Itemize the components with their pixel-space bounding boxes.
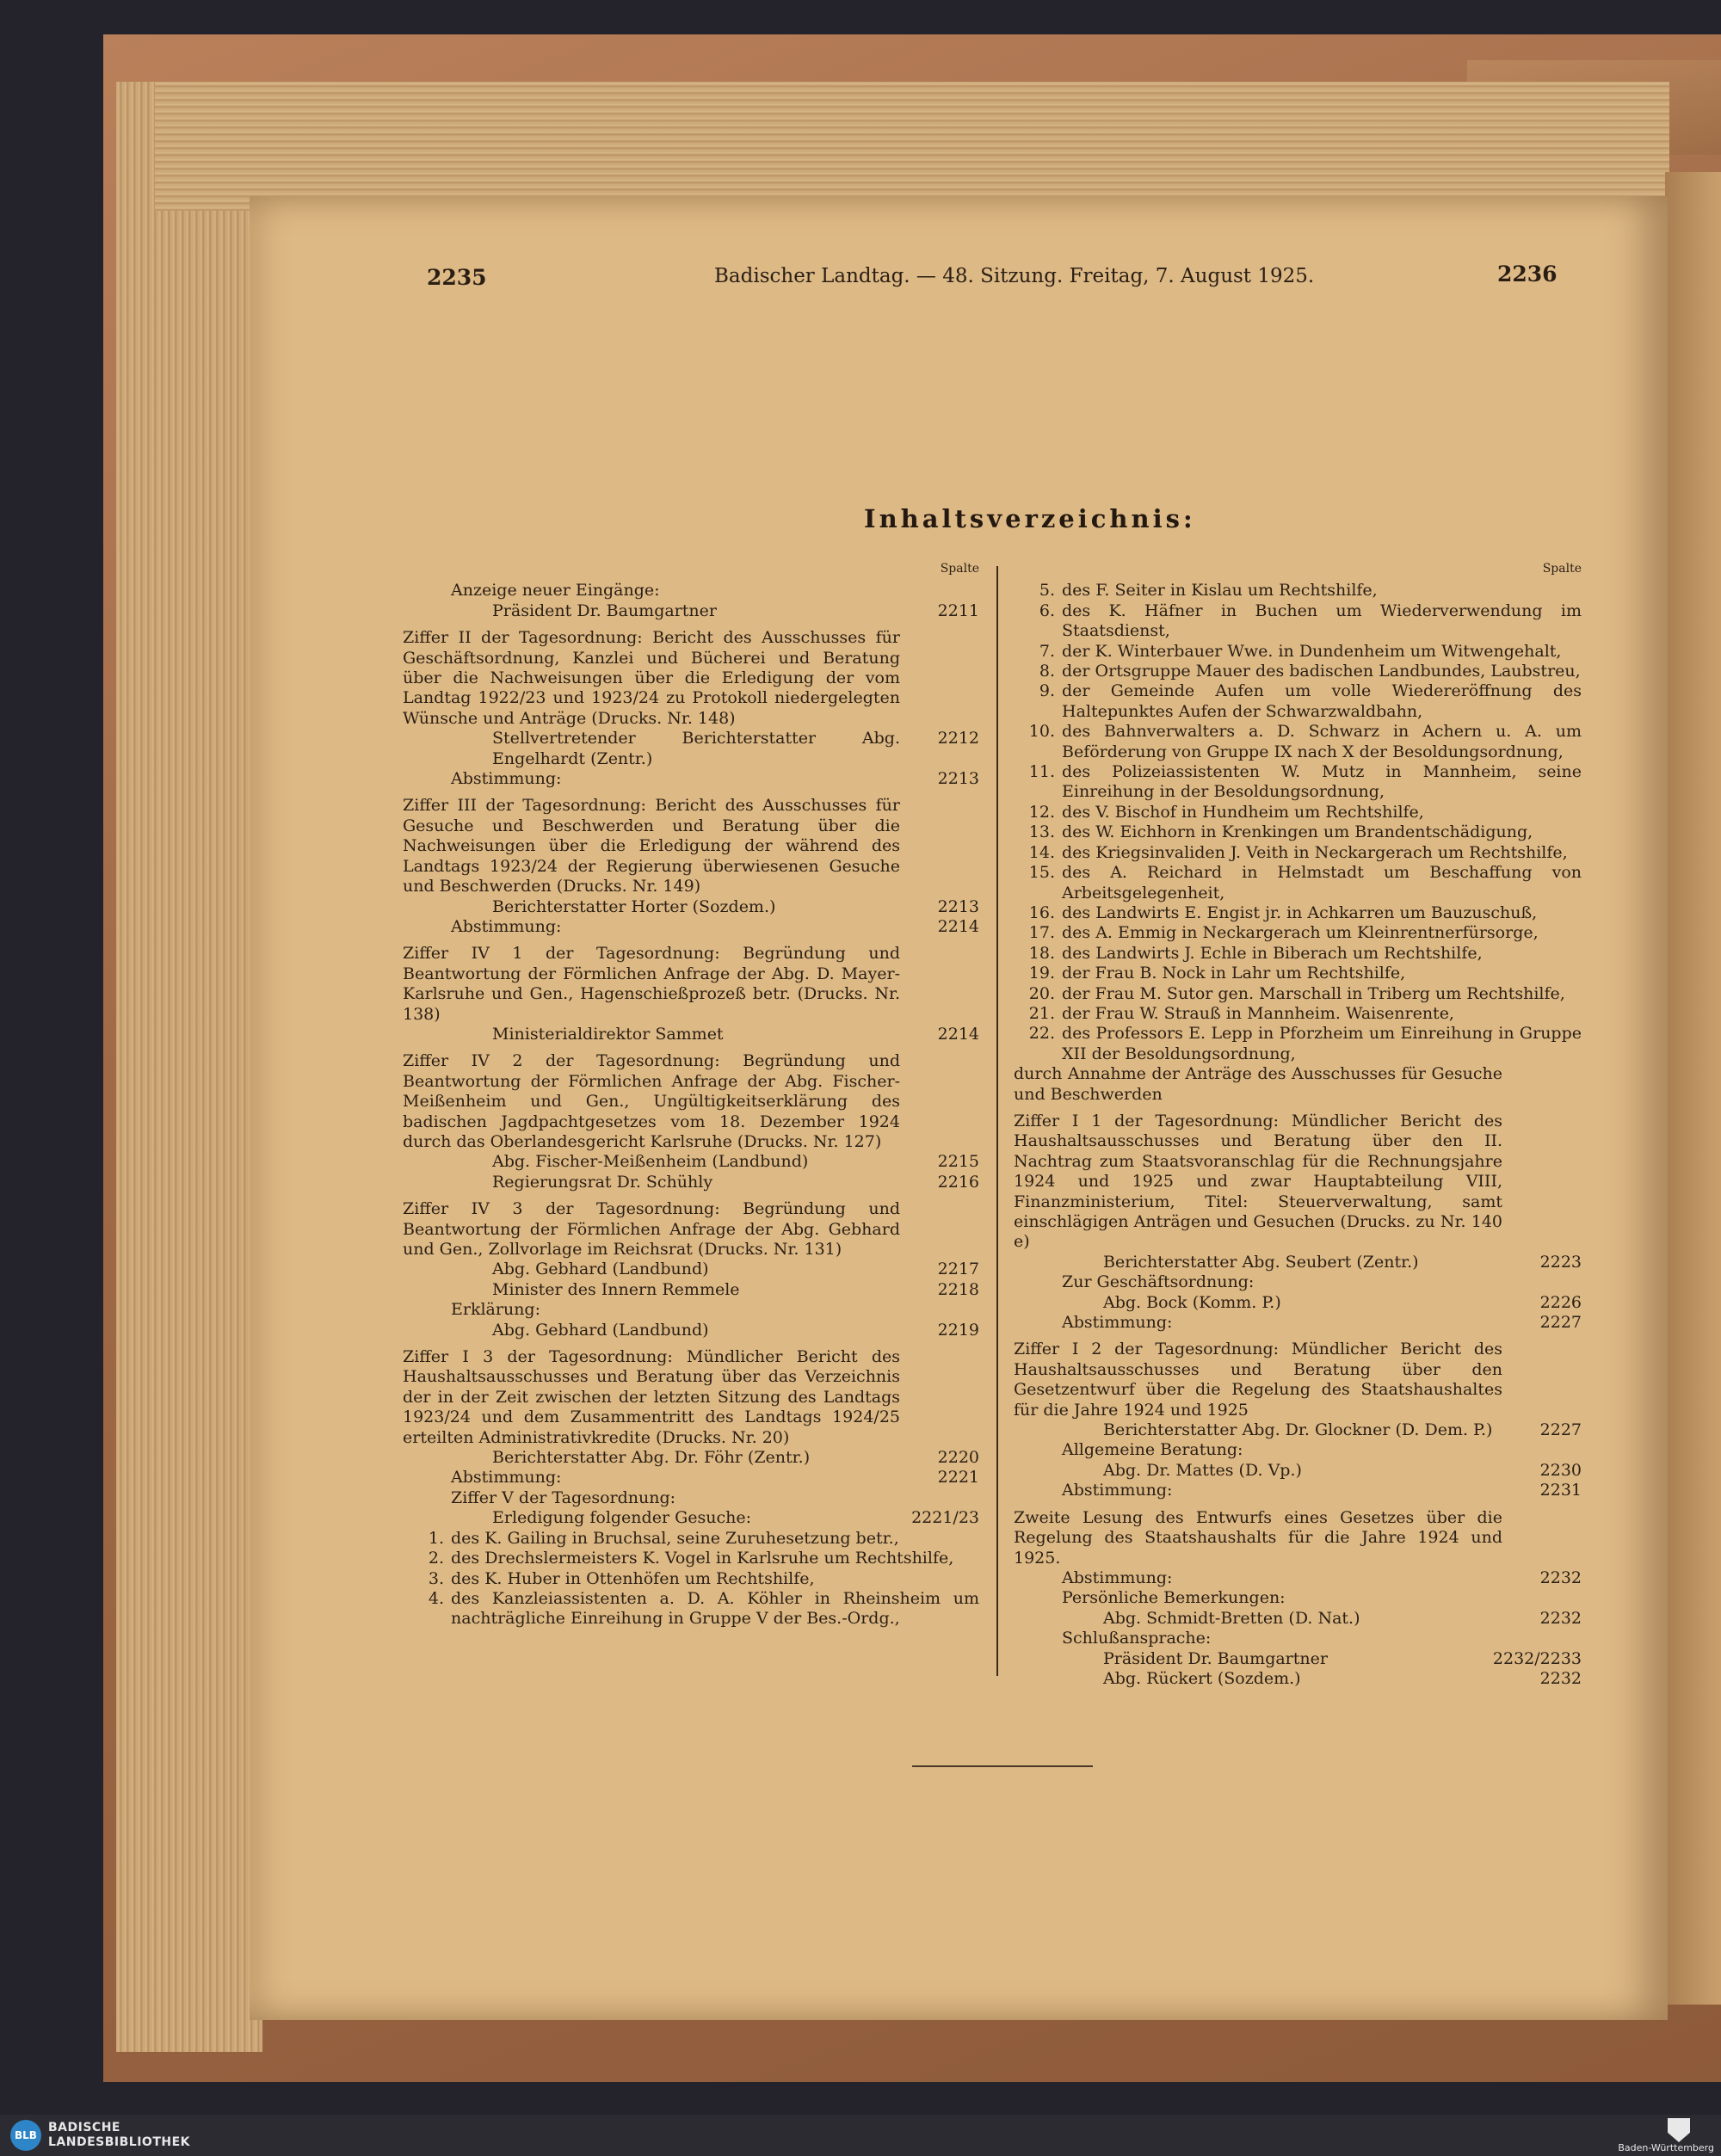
toc-entry <box>1014 1253 1582 1272</box>
toc-entry-text: Abg. Fischer-Meißenheim (Landbund) <box>492 1152 809 1172</box>
petition-item <box>1014 903 1582 923</box>
blb-logo-icon[interactable]: BLB <box>10 2120 41 2151</box>
page-edges-left <box>116 82 262 2052</box>
petition-item <box>1014 601 1582 642</box>
toc-entry-text: Ziffer IV 2 der Tagesordnung: Begründung und Beantwortung der Förmlichen Anfrage der Abg. Fischer-Meißenheim und Gen., Ungültigkeitserklärung des badischen Jagdpachtgesetzes vom 18. Dezember 1924 durch das Oberlandesgericht Karlsruhe (Drucks. Nr. 127) <box>403 1051 900 1151</box>
toc-left-column <box>403 559 979 1629</box>
toc-entry-column-number: 2232 <box>1539 1568 1582 1587</box>
toc-entry-column-number: 2214 <box>937 916 979 936</box>
toc-entry-column-number: 2211 <box>937 601 979 620</box>
toc-entry <box>1014 1420 1582 1440</box>
toc-entry <box>403 1051 979 1152</box>
petition-text: des Bahnverwalters a. D. Schwarz in Achern u. A. um Beförderung von Gruppe IX nach X der Besoldungsordnung, <box>1062 722 1582 761</box>
toc-entry <box>403 1468 979 1488</box>
petition-number: 9. <box>1039 681 1055 701</box>
petition-item <box>403 1569 979 1589</box>
toc-entry-text: Persönliche Bemerkungen: <box>1062 1588 1286 1608</box>
toc-entry <box>1014 1293 1582 1313</box>
toc-entry-text: Berichterstatter Abg. Seubert (Zentr.) <box>1103 1252 1419 1272</box>
toc-entry-column-number: 2232/2233 <box>1492 1648 1582 1668</box>
toc-entry-column-number: 2212 <box>937 729 979 748</box>
page-number-right: 2236 <box>1497 262 1558 286</box>
toc-entry-text: Minister des Innern Remmele <box>492 1279 740 1299</box>
toc-entry-column-number: 2231 <box>1539 1481 1582 1500</box>
left-entries <box>403 581 979 1528</box>
toc-entry-text: Abg. Gebhard (Landbund) <box>492 1320 709 1340</box>
toc-entry <box>1014 1649 1582 1669</box>
entry-gap <box>403 1340 979 1347</box>
petition-text: des K. Gailing in Bruchsal, seine Zuruhesetzung betr., <box>451 1528 899 1548</box>
entry-gap <box>403 621 979 628</box>
next-page-edge <box>1665 172 1721 2005</box>
toc-entry <box>1014 1340 1582 1420</box>
toc-entry <box>403 1280 979 1300</box>
toc-entry-text: Berichterstatter Abg. Dr. Föhr (Zentr.) <box>492 1448 811 1468</box>
right-entries <box>1014 1064 1582 1689</box>
page-number-left: 2235 <box>427 265 487 290</box>
toc-entry <box>403 944 979 1025</box>
toc-entry-text: durch Annahme der Anträge des Ausschusses für Gesuche und Beschwerden <box>1014 1064 1502 1104</box>
petition-number: 14. <box>1028 842 1055 862</box>
toc-entry <box>1014 1629 1582 1648</box>
column-divider <box>996 566 998 1676</box>
petition-item <box>1014 581 1582 601</box>
toc-entry-text: Ziffer I 3 der Tagesordnung: Mündlicher Bericht des Haushaltsausschusses und Beratung über das Verzeichnis der in der Zeit zwischen der letzten Sitzung des Landtags 1923/24 und dem Zusammentritt des Landtags 1924/25 erteilten Administrativkredite (Drucks. Nr. 20) <box>403 1347 900 1447</box>
petition-text: des W. Eichhorn in Krenkingen um Brandentschädigung, <box>1062 822 1533 842</box>
petition-item <box>1014 822 1582 842</box>
toc-entry-text: Abstimmung: <box>451 769 562 789</box>
toc-entry-text: Abg. Dr. Mattes (D. Vp.) <box>1103 1460 1302 1480</box>
toc-entry-column-number: 2227 <box>1539 1313 1582 1333</box>
toc-entry-column-number: 2213 <box>937 769 979 789</box>
toc-entry-text: Abstimmung: <box>1062 1313 1173 1333</box>
toc-entry-text: Berichterstatter Abg. Dr. Glockner (D. Dem. P.) <box>1103 1420 1493 1440</box>
petition-number: 13. <box>1028 822 1055 842</box>
toc-entry-column-number: 2216 <box>937 1172 979 1192</box>
toc-entry-text: Stellvertretender Berichterstatter Abg. Engelhardt (Zentr.) <box>492 729 900 768</box>
toc-entry <box>403 1488 979 1508</box>
toc-entry <box>1014 1272 1582 1292</box>
petition-text: des A. Emmig in Neckargerach um Kleinrentnerfürsorge, <box>1062 923 1539 943</box>
toc-entry <box>403 601 979 621</box>
petition-item <box>1014 1024 1582 1064</box>
petition-number: 2. <box>428 1549 444 1568</box>
petition-number: 10. <box>1028 722 1055 742</box>
petition-item <box>403 1529 979 1549</box>
toc-entry-text: Anzeige neuer Eingänge: <box>451 581 660 601</box>
petition-number: 6. <box>1039 601 1055 620</box>
petition-text: des Kanzleiassistenten a. D. A. Köhler in Rheinsheim um nachträgliche Einreihung in Gruppe V der Bes.-Ordg., <box>451 1588 979 1629</box>
petition-item <box>1014 762 1582 803</box>
entry-gap <box>403 1192 979 1199</box>
toc-entry <box>403 1152 979 1172</box>
toc-entry-text: Ziffer III der Tagesordnung: Bericht des Ausschusses für Gesuche und Beschwerden und Beratung über die Nachweisungen über die Erledigung der während des Landtags 1923/24 der Regierung überwiesenen Gesuche und Beschwerden (Drucks. Nr. 149) <box>403 796 900 896</box>
toc-entry <box>403 729 979 769</box>
toc-entry-text: Abstimmung: <box>451 1468 562 1488</box>
petition-text: der Gemeinde Aufen um volle Wiedereröffnung des Haltepunktes Aufen der Schwarzwaldbahn, <box>1062 681 1582 721</box>
petition-text: des Kriegsinvaliden J. Veith in Neckargerach um Rechtshilfe, <box>1062 842 1568 862</box>
toc-entry-text: Allgemeine Beratung: <box>1062 1440 1243 1460</box>
running-title: Badischer Landtag. — 48. Sitzung. Freitag, 7. August 1925. <box>714 265 1315 287</box>
toc-entry-column-number: 2226 <box>1539 1292 1582 1312</box>
petition-text: des K. Huber in Ottenhöfen um Rechtshilfe, <box>451 1568 815 1588</box>
petition-number: 4. <box>428 1588 444 1608</box>
toc-entry <box>1014 1568 1582 1588</box>
petition-text: des Drechslermeisters K. Vogel in Karlsruhe um Rechtshilfe, <box>451 1549 954 1568</box>
toc-entry <box>403 1508 979 1528</box>
toc-entry-column-number: 2217 <box>937 1260 979 1279</box>
toc-entry <box>1014 1669 1582 1689</box>
entry-gap <box>403 789 979 796</box>
toc-entry-text: Ziffer IV 1 der Tagesordnung: Begründung und Beantwortung der Förmlichen Anfrage der Abg. D. Mayer-Karlsruhe und Gen., Hagenschießprozeß betr. (Drucks. Nr. 138) <box>403 944 900 1024</box>
petition-number: 18. <box>1028 943 1055 963</box>
petition-number: 12. <box>1028 802 1055 822</box>
library-name-line1: BADISCHE <box>48 2121 120 2134</box>
toc-entry-text: Präsident Dr. Baumgartner <box>1103 1648 1328 1668</box>
petition-text: der Frau B. Nock in Lahr um Rechtshilfe, <box>1062 964 1406 983</box>
end-rule <box>912 1765 1093 1767</box>
petition-item <box>1014 944 1582 964</box>
toc-entry <box>1014 1609 1582 1629</box>
toc-entry-text: Ziffer IV 3 der Tagesordnung: Begründung und Beantwortung der Förmlichen Anfrage der Abg. Gebhard und Gen., Zollvorlage im Reichsrat (Drucks. Nr. 131) <box>403 1199 900 1259</box>
petition-text: des Polizeiassistenten W. Mutz in Mannheim, seine Einreihung in der Besoldungsordnung, <box>1062 762 1582 802</box>
toc-entry-text: Abstimmung: <box>1062 1568 1173 1587</box>
toc-entry <box>403 1300 979 1320</box>
library-footer <box>0 2115 1721 2156</box>
petition-number: 22. <box>1028 1024 1055 1044</box>
toc-entry-text: Ziffer V der Tagesordnung: <box>451 1488 676 1507</box>
toc-entry <box>403 1448 979 1468</box>
toc-entry-column-number: 2220 <box>937 1448 979 1468</box>
bw-crest-icon <box>1668 2118 1690 2142</box>
toc-entry <box>1014 1461 1582 1481</box>
petition-text: der K. Winterbauer Wwe. in Dundenheim um Witwengehalt, <box>1062 641 1562 661</box>
petition-number: 11. <box>1028 762 1055 782</box>
toc-entry <box>403 769 979 789</box>
toc-entry <box>403 897 979 917</box>
toc-entry <box>403 1199 979 1260</box>
entry-gap <box>403 1044 979 1051</box>
toc-entry <box>403 1025 979 1044</box>
petition-text: des Landwirts J. Echle in Biberach um Rechtshilfe, <box>1062 943 1483 963</box>
toc-entry-text: Ministerialdirektor Sammet <box>492 1024 724 1044</box>
petition-item <box>1014 843 1582 863</box>
spalte-label-right: Spalte <box>1542 562 1582 576</box>
petition-item <box>1014 803 1582 822</box>
petition-item <box>1014 984 1582 1004</box>
toc-entry <box>403 581 979 601</box>
toc-entry-text: Zur Geschäftsordnung: <box>1062 1272 1255 1292</box>
petition-number: 21. <box>1028 1003 1055 1023</box>
toc-entry-text: Ziffer II der Tagesordnung: Bericht des Ausschusses für Geschäftsordnung, Kanzlei und Bücherei und Beratung über die Nachweisungen über die Erledigung der vom Landtag 1922/23 und 1923/24 zu Protokoll niedergelegten Wünsche und Anträge (Drucks. Nr. 148) <box>403 628 900 728</box>
toc-entry-column-number: 2218 <box>937 1279 979 1299</box>
region-name: Baden-Württemberg <box>1618 2142 1714 2153</box>
toc-entry-text: Zweite Lesung des Entwurfs eines Gesetzes über die Regelung des Staatshaushalts für die Jahre 1924 und 1925. <box>1014 1507 1502 1568</box>
library-name-line2: LANDESBIBLIOTHEK <box>48 2135 191 2149</box>
toc-entry-column-number: 2232 <box>1539 1608 1582 1628</box>
petition-text: des A. Reichard in Helmstadt um Beschaffung von Arbeitsgelegenheit, <box>1062 863 1582 902</box>
toc-entry <box>403 1260 979 1279</box>
petition-number: 15. <box>1028 863 1055 883</box>
petition-item <box>1014 923 1582 943</box>
petition-number: 16. <box>1028 902 1055 922</box>
entry-gap <box>403 937 979 944</box>
spalte-label-left: Spalte <box>940 562 979 576</box>
petition-number: 8. <box>1039 662 1055 681</box>
toc-entry-text: Schlußansprache: <box>1062 1629 1212 1648</box>
petition-number: 19. <box>1028 964 1055 983</box>
petition-item <box>1014 964 1582 983</box>
petition-text: des V. Bischof in Hundheim um Rechtshilfe, <box>1062 802 1424 822</box>
petition-text: des F. Seiter in Kislau um Rechtshilfe, <box>1062 581 1378 601</box>
toc-entry-text: Erledigung folgender Gesuche: <box>492 1508 752 1528</box>
petition-item <box>403 1549 979 1568</box>
toc-entry <box>403 796 979 896</box>
toc-entry-column-number: 2219 <box>937 1320 979 1340</box>
petition-item <box>1014 1004 1582 1024</box>
toc-entry-text: Präsident Dr. Baumgartner <box>492 601 717 620</box>
toc-entry-column-number: 2232 <box>1539 1668 1582 1688</box>
toc-entry-column-number: 2230 <box>1539 1460 1582 1480</box>
toc-entry-text: Berichterstatter Horter (Sozdem.) <box>492 896 776 916</box>
toc-entry <box>403 1173 979 1192</box>
toc-entry <box>403 628 979 729</box>
toc-entry <box>1014 1440 1582 1460</box>
toc-entry-column-number: 2215 <box>937 1152 979 1172</box>
page-edges-top <box>155 82 1669 211</box>
petition-item <box>1014 662 1582 681</box>
petition-number: 7. <box>1039 641 1055 661</box>
petition-text: der Frau M. Sutor gen. Marschall in Triberg um Rechtshilfe, <box>1062 983 1565 1003</box>
library-name[interactable] <box>48 2121 190 2150</box>
petition-item <box>1014 681 1582 722</box>
toc-entry <box>1014 1064 1582 1105</box>
toc-entry <box>1014 1508 1582 1568</box>
toc-entry-text: Erklärung: <box>451 1300 540 1320</box>
toc-entry <box>403 1347 979 1448</box>
toc-entry <box>1014 1112 1582 1253</box>
toc-entry-text: Abstimmung: <box>451 916 562 936</box>
toc-entry-text: Ziffer I 1 der Tagesordnung: Mündlicher Bericht des Haushaltsausschusses und Beratung über den II. Nachtrag zum Staatsvoranschlag für die Rechnungsjahre 1924 und 1925 und zwar Hauptabteilung VIII, Finanzministerium, Titel: Steuerverwaltung, samt einschlägigen Anträgen und Gesuchen (Drucks. zu Nr. 140 e) <box>1014 1111 1502 1252</box>
petition-item <box>1014 642 1582 662</box>
toc-entry-column-number: 2221/23 <box>911 1508 979 1528</box>
toc-entry-text: Abstimmung: <box>1062 1481 1173 1500</box>
petition-text: der Ortsgruppe Mauer des badischen Landbundes, Laubstreu, <box>1062 662 1581 681</box>
toc-entry <box>1014 1588 1582 1608</box>
toc-entry-text: Regierungsrat Dr. Schühly <box>492 1172 713 1192</box>
entry-gap <box>1014 1105 1582 1112</box>
petition-number: 3. <box>428 1568 444 1588</box>
petition-number: 5. <box>1039 581 1055 601</box>
toc-entry-text: Abg. Gebhard (Landbund) <box>492 1260 709 1279</box>
toc-entry <box>403 917 979 937</box>
left-petition-list <box>403 1529 979 1629</box>
toc-entry-column-number: 2213 <box>937 896 979 916</box>
toc-entry <box>403 1321 979 1340</box>
toc-entry <box>1014 1313 1582 1333</box>
toc-entry-text: Abg. Bock (Komm. P.) <box>1103 1292 1281 1312</box>
petition-text: des Landwirts E. Engist jr. in Achkarren um Bauzuschuß, <box>1062 902 1538 922</box>
toc-entry-text: Abg. Schmidt-Bretten (D. Nat.) <box>1103 1608 1360 1628</box>
petition-text: des K. Häfner in Buchen um Wiederverwendung im Staatsdienst, <box>1062 601 1582 641</box>
toc-entry-text: Ziffer I 2 der Tagesordnung: Mündlicher Bericht des Haushaltsausschusses und Beratung über den Gesetzentwurf über die Regelung des Staatshaushaltes für die Jahre 1924 und 1925 <box>1014 1340 1502 1420</box>
toc-entry-column-number: 2227 <box>1539 1420 1582 1440</box>
petition-number: 20. <box>1028 983 1055 1003</box>
petition-number: 1. <box>428 1528 444 1548</box>
petition-item <box>403 1589 979 1629</box>
petition-item <box>1014 722 1582 762</box>
toc-right-column <box>1014 559 1582 1689</box>
toc-entry-column-number: 2223 <box>1539 1252 1582 1272</box>
toc-entry-column-number: 2214 <box>937 1024 979 1044</box>
entry-gap <box>1014 1501 1582 1508</box>
right-petition-list <box>1014 581 1582 1064</box>
toc-entry-text: Abg. Rückert (Sozdem.) <box>1103 1668 1301 1688</box>
toc-title: Inhaltsverzeichnis: <box>864 504 1196 533</box>
entry-gap <box>1014 1333 1582 1340</box>
toc-entry <box>1014 1481 1582 1500</box>
petition-number: 17. <box>1028 923 1055 943</box>
petition-text: des Professors E. Lepp in Pforzheim um Einreihung in Gruppe XII der Besoldungsordnung, <box>1062 1024 1582 1063</box>
toc-entry-column-number: 2221 <box>937 1468 979 1488</box>
petition-item <box>1014 863 1582 903</box>
petition-text: der Frau W. Strauß in Mannheim. Waisenrente, <box>1062 1003 1454 1023</box>
